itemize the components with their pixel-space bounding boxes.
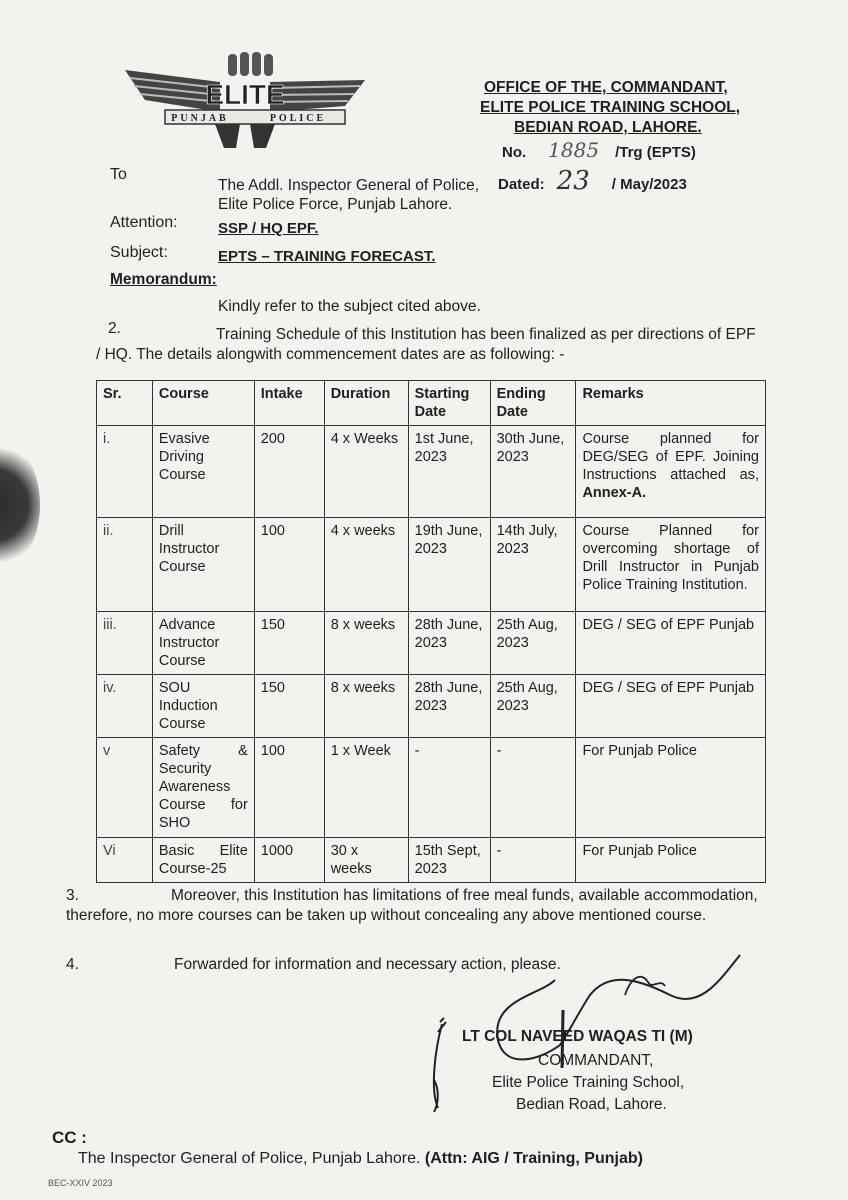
cell-remarks: DEG / SEG of EPF Punjab xyxy=(576,675,766,738)
table-row xyxy=(97,612,766,675)
table-row xyxy=(97,518,766,612)
signatory-location: Bedian Road, Lahore. xyxy=(516,1096,667,1113)
cell-sr: ii. xyxy=(97,518,153,612)
cc-attention: (Attn: AIG / Training, Punjab) xyxy=(424,1150,643,1167)
office-line-2: ELITE POLICE TRAINING SCHOOL, xyxy=(480,99,741,116)
table-row xyxy=(97,675,766,738)
cell-start: 19th June, 2023 xyxy=(408,518,490,612)
cell-end: 14th July, 2023 xyxy=(490,518,576,612)
to-label: To xyxy=(110,166,127,183)
signatory-organization: Elite Police Training School, xyxy=(492,1074,685,1091)
header-sr: Sr. xyxy=(97,381,153,426)
elite-police-logo xyxy=(120,50,370,160)
header-intake: Intake xyxy=(254,381,324,426)
ref-no-label: No. xyxy=(502,144,527,161)
recipient-line-1: The Addl. Inspector General of Police, xyxy=(218,177,480,194)
cc-recipient-text: The Inspector General of Police, Punjab Lahore. xyxy=(78,1150,421,1167)
signatory-title: COMMANDANT, xyxy=(538,1052,654,1069)
training-schedule-table xyxy=(96,380,766,883)
table-row xyxy=(97,738,766,838)
logo-subtext-right: POLICE xyxy=(269,113,327,124)
cell-remarks: For Punjab Police xyxy=(576,838,766,883)
dated-suffix: / May/2023 xyxy=(611,176,687,193)
office-line-1: OFFICE OF THE, COMMANDANT, xyxy=(484,79,728,96)
paragraph-3-number: 3. xyxy=(66,887,79,904)
cell-start: 15th Sept, 2023 xyxy=(408,838,490,883)
attention-value: SSP / HQ EPF. xyxy=(218,220,319,237)
header-course: Course xyxy=(152,381,254,426)
cell-end: 25th Aug, 2023 xyxy=(490,612,576,675)
cell-duration: 30 x weeks xyxy=(324,838,408,883)
cell-intake: 150 xyxy=(254,612,324,675)
ref-no-suffix: /Trg (EPTS) xyxy=(615,144,696,161)
cell-remarks: DEG / SEG of EPF Punjab xyxy=(576,612,766,675)
paragraph-2-number: 2. xyxy=(108,320,121,337)
cell-course: Evasive Driving Course xyxy=(152,426,254,518)
cell-end: 25th Aug, 2023 xyxy=(490,675,576,738)
logo-text: ELITE xyxy=(205,79,285,110)
dated-label: Dated: xyxy=(498,176,545,193)
cell-intake: 1000 xyxy=(254,838,324,883)
table-row xyxy=(97,838,766,883)
cell-duration: 1 x Week xyxy=(324,738,408,838)
dated-day: 23 xyxy=(556,166,590,196)
date-line xyxy=(498,166,687,196)
paragraph-2: Training Schedule of this Institution has been finalized as per directions of EPF / HQ. The details alongwith commencement dates are as following: - xyxy=(96,326,756,363)
office-line-3: BEDIAN ROAD, LAHORE. xyxy=(514,119,702,136)
remarks-annex: Annex-A. xyxy=(582,485,647,501)
cell-start: 28th June, 2023 xyxy=(408,675,490,738)
table-header-row xyxy=(97,381,766,426)
signatory-name: LT COL NAVEED WAQAS TI (M) xyxy=(462,1028,693,1045)
cell-duration: 8 x weeks xyxy=(324,612,408,675)
cell-start: - xyxy=(408,738,490,838)
cell-end: - xyxy=(490,738,576,838)
office-header xyxy=(480,78,780,138)
recipient-address xyxy=(218,176,479,214)
cell-duration: 4 x weeks xyxy=(324,518,408,612)
cell-intake: 150 xyxy=(254,675,324,738)
cell-duration: 4 x Weeks xyxy=(324,426,408,518)
cc-recipient xyxy=(78,1150,643,1168)
subject-value: EPTS – TRAINING FORECAST. xyxy=(218,248,436,265)
header-remarks: Remarks xyxy=(576,381,766,426)
cell-start: 1st June, 2023 xyxy=(408,426,490,518)
cell-course: Basic Elite Course-25 xyxy=(152,838,254,883)
cell-remarks xyxy=(576,426,766,518)
header-duration: Duration xyxy=(324,381,408,426)
attention-label: Attention: xyxy=(110,214,178,231)
cell-course: Drill Instructor Course xyxy=(152,518,254,612)
cell-intake: 200 xyxy=(254,426,324,518)
paragraph-4-number: 4. xyxy=(66,956,79,973)
recipient-line-2: Elite Police Force, Punjab Lahore. xyxy=(218,196,453,213)
paragraph-3-text: Moreover, this Institution has limitations of free meal funds, available accommodation, therefore, no more courses can be taken up without concealing any above mentioned course. xyxy=(66,887,758,924)
cell-duration: 8 x weeks xyxy=(324,675,408,738)
memorandum-label: Memorandum: xyxy=(110,271,217,288)
paragraph-3 xyxy=(66,886,768,926)
reference-number xyxy=(502,138,696,162)
cell-end: - xyxy=(490,838,576,883)
header-ending-date: Ending Date xyxy=(490,381,576,426)
subject-label: Subject: xyxy=(110,244,168,261)
cell-start: 28th June, 2023 xyxy=(408,612,490,675)
cell-intake: 100 xyxy=(254,738,324,838)
cell-remarks: For Punjab Police xyxy=(576,738,766,838)
cell-sr: iii. xyxy=(97,612,153,675)
cell-course: SOU Induction Course xyxy=(152,675,254,738)
cc-label: CC : xyxy=(52,1128,87,1147)
cell-course: Advance Instructor Course xyxy=(152,612,254,675)
logo-subtext-left: PUNJAB xyxy=(171,113,229,124)
cell-course: Safety & Security Awareness Course for SHO xyxy=(152,738,254,838)
finger-shadow xyxy=(0,440,40,570)
cell-sr: v xyxy=(97,738,153,838)
ref-no-value: 1885 xyxy=(548,138,600,162)
cell-sr: Vi xyxy=(97,838,153,883)
cell-remarks: Course Planned for overcoming shortage of Drill Instructor in Punjab Police Training Institution. xyxy=(576,518,766,612)
header-starting-date: Starting Date xyxy=(408,381,490,426)
cell-sr: i. xyxy=(97,426,153,518)
paragraph-4-text: Forwarded for information and necessary action, please. xyxy=(174,956,561,973)
table-row xyxy=(97,426,766,518)
cell-sr: iv. xyxy=(97,675,153,738)
paragraph-1: Kindly refer to the subject cited above. xyxy=(218,298,481,315)
cell-end: 30th June, 2023 xyxy=(490,426,576,518)
cell-intake: 100 xyxy=(254,518,324,612)
remarks-text: Course planned for DEG/SEG of EPF. Joining Instructions attached as, xyxy=(582,431,759,483)
footer-code: BEC-XXIV 2023 xyxy=(48,1178,113,1188)
